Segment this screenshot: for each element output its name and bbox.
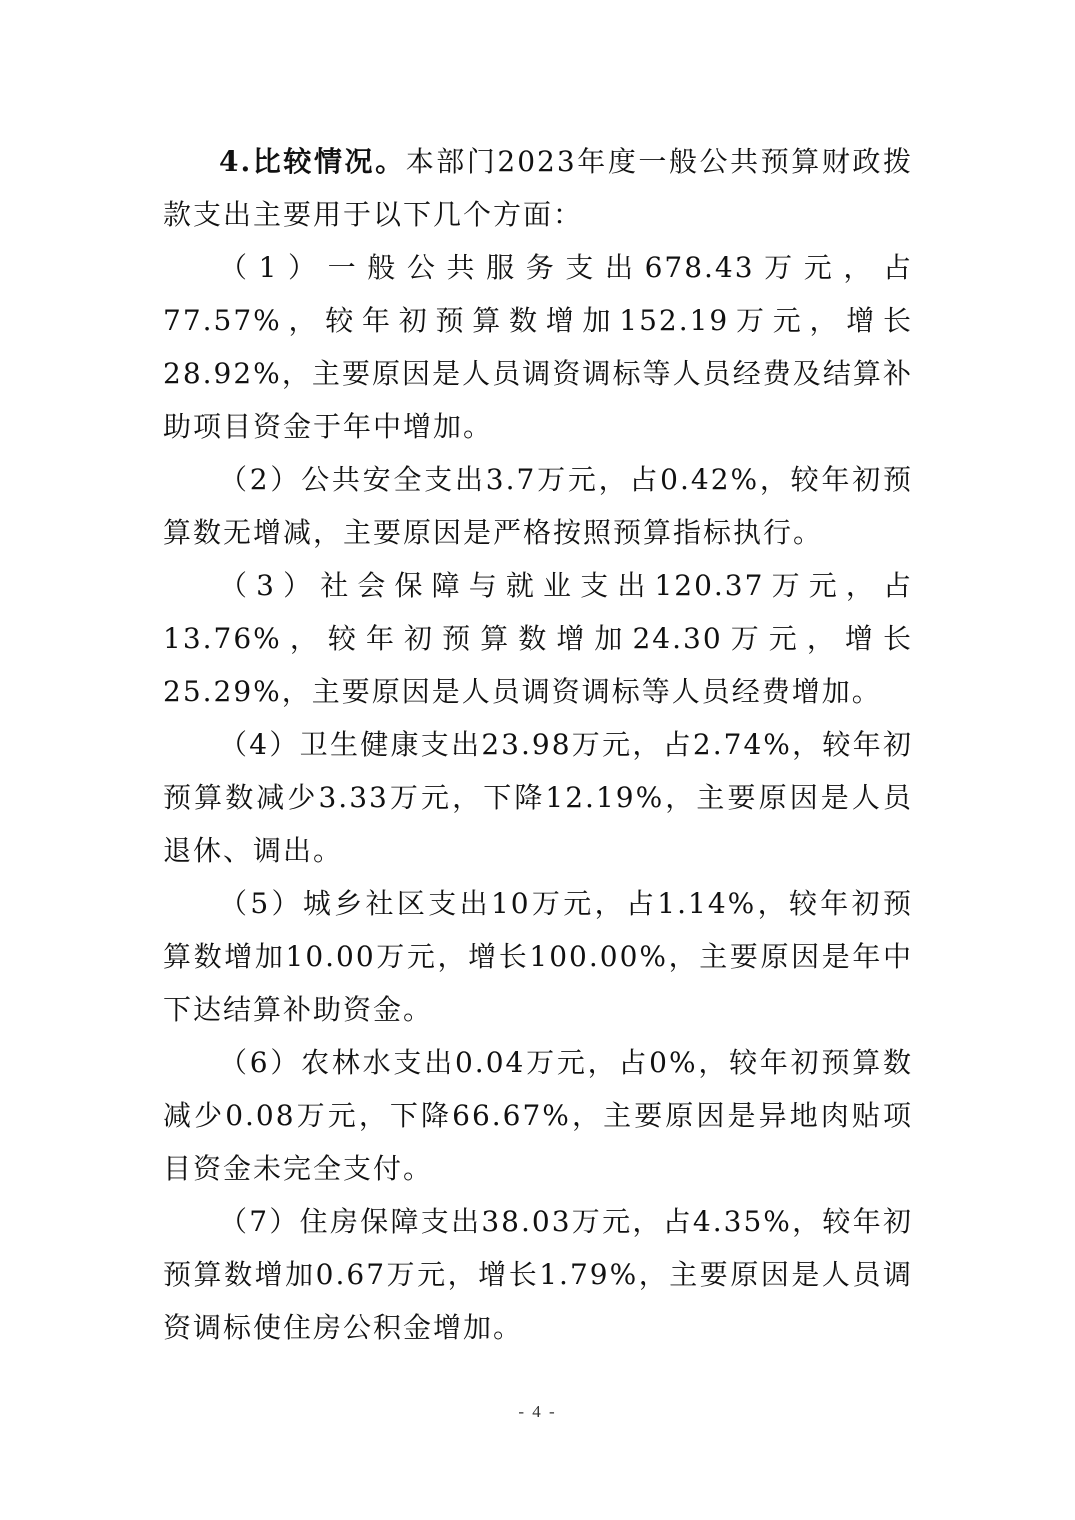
document-body [163, 135, 913, 1354]
section-heading: 4.比较情况。 [219, 145, 406, 178]
list-item: （6）农林水支出0.04万元，占0%，较年初预算数减少0.08万元，下降66.67%，主要原因是异地肉贴项目资金未完全支付。 [163, 1046, 913, 1185]
list-item: （3）社会保障与就业支出120.37万元，占13.76%，较年初预算数增加24.30万元，增长25.29%，主要原因是人员调资调标等人员经费增加。 [163, 569, 913, 708]
list-item: （1）一般公共服务支出678.43万元，占77.57%，较年初预算数增加152.19万元，增长28.92%，主要原因是人员调资调标等人员经费及结算补助项目资金于年中增加。 [163, 251, 913, 443]
list-item: （7）住房保障支出38.03万元，占4.35%，较年初预算数增加0.67万元，增长1.79%，主要原因是人员调资调标使住房公积金增加。 [163, 1205, 913, 1344]
list-item: （5）城乡社区支出10万元，占1.14%，较年初预算数增加10.00万元，增长100.00%，主要原因是年中下达结算补助资金。 [163, 887, 913, 1026]
page-number: - 4 - [518, 1402, 557, 1421]
intro-text: 本部门2023年度一般公共预算财政拨款支出主要用于以下几个方面： [163, 145, 913, 231]
list-item: （4）卫生健康支出23.98万元，占2.74%，较年初预算数减少3.33万元，下降12.19%，主要原因是人员退休、调出。 [163, 728, 913, 867]
list-item: （2）公共安全支出3.7万元，占0.42%，较年初预算数无增减，主要原因是严格按照预算指标执行。 [163, 463, 913, 549]
intro-paragraph [163, 135, 913, 241]
